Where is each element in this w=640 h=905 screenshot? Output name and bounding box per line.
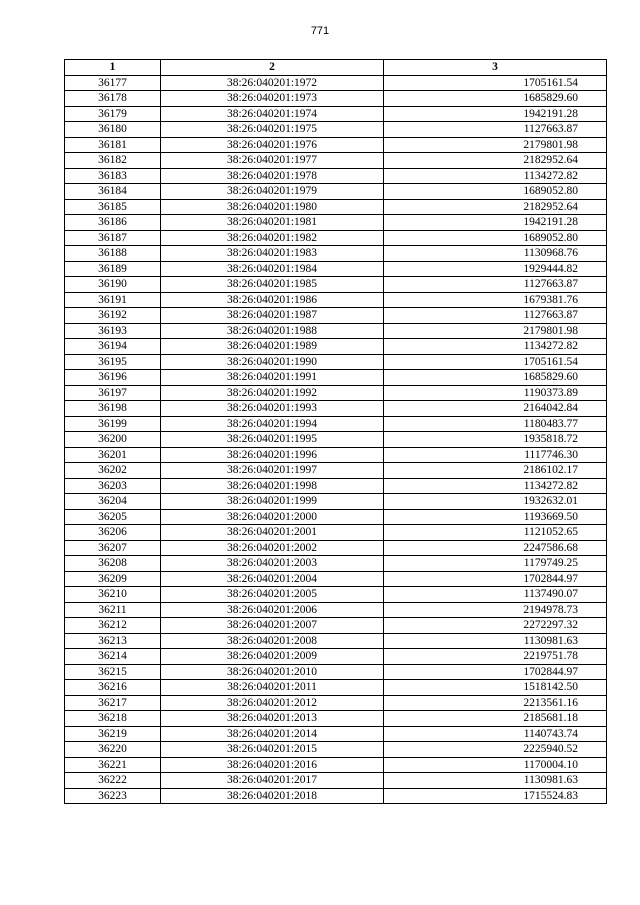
row-number-cell: 36184 [65, 184, 161, 200]
cadastral-code-cell: 38:26:040201:2012 [161, 695, 384, 711]
row-number-cell: 36207 [65, 540, 161, 556]
table-row [65, 91, 607, 107]
cadastral-code-cell: 38:26:040201:2013 [161, 711, 384, 727]
table-row [65, 540, 607, 556]
cadastral-code-cell: 38:26:040201:1977 [161, 153, 384, 169]
value-cell: 2194978.73 [384, 602, 607, 618]
table-row [65, 680, 607, 696]
value-cell: 2186102.17 [384, 463, 607, 479]
row-number-cell: 36192 [65, 308, 161, 324]
row-number-cell: 36221 [65, 757, 161, 773]
cadastral-code-cell: 38:26:040201:1981 [161, 215, 384, 231]
row-number-cell: 36206 [65, 525, 161, 541]
cadastral-code-cell: 38:26:040201:2009 [161, 649, 384, 665]
row-number-cell: 36217 [65, 695, 161, 711]
table-row [65, 215, 607, 231]
column-header-cadastral-code: 2 [161, 60, 384, 76]
value-cell: 1685829.60 [384, 370, 607, 386]
row-number-cell: 36196 [65, 370, 161, 386]
value-cell: 1134272.82 [384, 339, 607, 355]
cadastral-code-cell: 38:26:040201:1994 [161, 416, 384, 432]
table-row [65, 757, 607, 773]
cadastral-code-cell: 38:26:040201:1978 [161, 168, 384, 184]
value-cell: 2182952.64 [384, 199, 607, 215]
cadastral-code-cell: 38:26:040201:1982 [161, 230, 384, 246]
cadastral-code-cell: 38:26:040201:2004 [161, 571, 384, 587]
row-number-cell: 36194 [65, 339, 161, 355]
table-row [65, 277, 607, 293]
value-cell: 1179749.25 [384, 556, 607, 572]
value-cell: 2213561.16 [384, 695, 607, 711]
value-cell: 1193669.50 [384, 509, 607, 525]
table-row [65, 602, 607, 618]
value-cell: 2185681.18 [384, 711, 607, 727]
table-body [65, 75, 607, 804]
cadastral-code-cell: 38:26:040201:1991 [161, 370, 384, 386]
cadastral-code-cell: 38:26:040201:1979 [161, 184, 384, 200]
table-row [65, 292, 607, 308]
table-row [65, 184, 607, 200]
cadastral-code-cell: 38:26:040201:2016 [161, 757, 384, 773]
row-number-cell: 36180 [65, 122, 161, 138]
cadastral-code-cell: 38:26:040201:1997 [161, 463, 384, 479]
cadastral-code-cell: 38:26:040201:2007 [161, 618, 384, 634]
row-number-cell: 36197 [65, 385, 161, 401]
cadastral-code-cell: 38:26:040201:1976 [161, 137, 384, 153]
table-header-row [65, 60, 607, 76]
table-row [65, 571, 607, 587]
table-row [65, 633, 607, 649]
row-number-cell: 36200 [65, 432, 161, 448]
value-cell: 1689052.80 [384, 230, 607, 246]
value-cell: 1127663.87 [384, 308, 607, 324]
table-row [65, 122, 607, 138]
cadastral-code-cell: 38:26:040201:1987 [161, 308, 384, 324]
cadastral-code-cell: 38:26:040201:1973 [161, 91, 384, 107]
value-cell: 1942191.28 [384, 106, 607, 122]
value-cell: 1130981.63 [384, 633, 607, 649]
value-cell: 1130968.76 [384, 246, 607, 262]
table-row [65, 137, 607, 153]
value-cell: 1117746.30 [384, 447, 607, 463]
table-row [65, 168, 607, 184]
table-row [65, 246, 607, 262]
value-cell: 1705161.54 [384, 354, 607, 370]
cadastral-code-cell: 38:26:040201:1988 [161, 323, 384, 339]
value-cell: 2219751.78 [384, 649, 607, 665]
row-number-cell: 36190 [65, 277, 161, 293]
value-cell: 1170004.10 [384, 757, 607, 773]
cadastral-code-cell: 38:26:040201:1990 [161, 354, 384, 370]
cadastral-code-cell: 38:26:040201:1983 [161, 246, 384, 262]
row-number-cell: 36182 [65, 153, 161, 169]
row-number-cell: 36223 [65, 788, 161, 804]
value-cell: 1705161.54 [384, 75, 607, 91]
table-row [65, 649, 607, 665]
row-number-cell: 36218 [65, 711, 161, 727]
cadastral-code-cell: 38:26:040201:1986 [161, 292, 384, 308]
row-number-cell: 36212 [65, 618, 161, 634]
row-number-cell: 36189 [65, 261, 161, 277]
value-cell: 1935818.72 [384, 432, 607, 448]
cadastral-code-cell: 38:26:040201:1992 [161, 385, 384, 401]
row-number-cell: 36181 [65, 137, 161, 153]
row-number-cell: 36216 [65, 680, 161, 696]
row-number-cell: 36210 [65, 587, 161, 603]
value-cell: 2272297.32 [384, 618, 607, 634]
cadastral-code-cell: 38:26:040201:2002 [161, 540, 384, 556]
cadastral-code-cell: 38:26:040201:2003 [161, 556, 384, 572]
cadastral-code-cell: 38:26:040201:1975 [161, 122, 384, 138]
value-cell: 1685829.60 [384, 91, 607, 107]
table-row [65, 153, 607, 169]
table-row [65, 339, 607, 355]
row-number-cell: 36183 [65, 168, 161, 184]
value-cell: 2225940.52 [384, 742, 607, 758]
value-cell: 1137490.07 [384, 587, 607, 603]
cadastral-code-cell: 38:26:040201:1972 [161, 75, 384, 91]
value-cell: 1702844.97 [384, 571, 607, 587]
table-row [65, 711, 607, 727]
table-row [65, 742, 607, 758]
value-cell: 1127663.87 [384, 277, 607, 293]
table-row [65, 230, 607, 246]
value-cell: 1942191.28 [384, 215, 607, 231]
value-cell: 1518142.50 [384, 680, 607, 696]
table-row [65, 106, 607, 122]
value-cell: 1929444.82 [384, 261, 607, 277]
table-row [65, 199, 607, 215]
table-row [65, 618, 607, 634]
table-row [65, 494, 607, 510]
table-row [65, 447, 607, 463]
table-row [65, 556, 607, 572]
table-row [65, 308, 607, 324]
table-row [65, 370, 607, 386]
table-row [65, 261, 607, 277]
cadastral-code-cell: 38:26:040201:1984 [161, 261, 384, 277]
row-number-cell: 36201 [65, 447, 161, 463]
cadastral-code-cell: 38:26:040201:1995 [161, 432, 384, 448]
value-cell: 2182952.64 [384, 153, 607, 169]
cadastral-code-cell: 38:26:040201:2017 [161, 773, 384, 789]
table-row [65, 788, 607, 804]
table-row [65, 432, 607, 448]
cadastral-code-cell: 38:26:040201:2005 [161, 587, 384, 603]
row-number-cell: 36222 [65, 773, 161, 789]
value-cell: 1180483.77 [384, 416, 607, 432]
table-row [65, 695, 607, 711]
page-number: 771 [310, 25, 330, 37]
row-number-cell: 36177 [65, 75, 161, 91]
table-row [65, 75, 607, 91]
row-number-cell: 36209 [65, 571, 161, 587]
row-number-cell: 36214 [65, 649, 161, 665]
row-number-cell: 36220 [65, 742, 161, 758]
cadastral-code-cell: 38:26:040201:2018 [161, 788, 384, 804]
table-row [65, 478, 607, 494]
cadastral-code-cell: 38:26:040201:1989 [161, 339, 384, 355]
value-cell: 1127663.87 [384, 122, 607, 138]
row-number-cell: 36187 [65, 230, 161, 246]
row-number-cell: 36204 [65, 494, 161, 510]
row-number-cell: 36205 [65, 509, 161, 525]
row-number-cell: 36199 [65, 416, 161, 432]
table-row [65, 416, 607, 432]
cadastral-code-cell: 38:26:040201:2008 [161, 633, 384, 649]
table-row [65, 664, 607, 680]
row-number-cell: 36193 [65, 323, 161, 339]
value-cell: 1702844.97 [384, 664, 607, 680]
value-cell: 1679381.76 [384, 292, 607, 308]
row-number-cell: 36185 [65, 199, 161, 215]
value-cell: 2247586.68 [384, 540, 607, 556]
cadastral-code-cell: 38:26:040201:1999 [161, 494, 384, 510]
value-cell: 1140743.74 [384, 726, 607, 742]
row-number-cell: 36179 [65, 106, 161, 122]
table-row [65, 587, 607, 603]
row-number-cell: 36191 [65, 292, 161, 308]
row-number-cell: 36215 [65, 664, 161, 680]
row-number-cell: 36198 [65, 401, 161, 417]
cadastral-code-cell: 38:26:040201:2015 [161, 742, 384, 758]
row-number-cell: 36178 [65, 91, 161, 107]
row-number-cell: 36213 [65, 633, 161, 649]
table-row [65, 323, 607, 339]
cadastral-code-cell: 38:26:040201:1993 [161, 401, 384, 417]
value-cell: 1134272.82 [384, 478, 607, 494]
table-row [65, 463, 607, 479]
value-cell: 2164042.84 [384, 401, 607, 417]
cadastral-code-cell: 38:26:040201:1985 [161, 277, 384, 293]
value-cell: 1121052.65 [384, 525, 607, 541]
row-number-cell: 36211 [65, 602, 161, 618]
table-row [65, 385, 607, 401]
value-cell: 1689052.80 [384, 184, 607, 200]
cadastral-code-cell: 38:26:040201:1998 [161, 478, 384, 494]
value-cell: 1932632.01 [384, 494, 607, 510]
row-number-cell: 36202 [65, 463, 161, 479]
table-row [65, 401, 607, 417]
table-row [65, 509, 607, 525]
table-row [65, 726, 607, 742]
row-number-cell: 36188 [65, 246, 161, 262]
column-header-value: 3 [384, 60, 607, 76]
value-cell: 1190373.89 [384, 385, 607, 401]
table-row [65, 525, 607, 541]
cadastral-code-cell: 38:26:040201:2010 [161, 664, 384, 680]
row-number-cell: 36208 [65, 556, 161, 572]
cadastral-code-cell: 38:26:040201:2014 [161, 726, 384, 742]
cadastral-code-cell: 38:26:040201:2001 [161, 525, 384, 541]
registry-table [64, 59, 607, 804]
column-header-number: 1 [65, 60, 161, 76]
cadastral-code-cell: 38:26:040201:2011 [161, 680, 384, 696]
cadastral-code-cell: 38:26:040201:2000 [161, 509, 384, 525]
row-number-cell: 36203 [65, 478, 161, 494]
value-cell: 2179801.98 [384, 137, 607, 153]
row-number-cell: 36186 [65, 215, 161, 231]
row-number-cell: 36195 [65, 354, 161, 370]
value-cell: 1134272.82 [384, 168, 607, 184]
cadastral-code-cell: 38:26:040201:1996 [161, 447, 384, 463]
value-cell: 2179801.98 [384, 323, 607, 339]
cadastral-code-cell: 38:26:040201:1980 [161, 199, 384, 215]
row-number-cell: 36219 [65, 726, 161, 742]
value-cell: 1130981.63 [384, 773, 607, 789]
table-row [65, 773, 607, 789]
cadastral-code-cell: 38:26:040201:2006 [161, 602, 384, 618]
value-cell: 1715524.83 [384, 788, 607, 804]
cadastral-code-cell: 38:26:040201:1974 [161, 106, 384, 122]
table-row [65, 354, 607, 370]
